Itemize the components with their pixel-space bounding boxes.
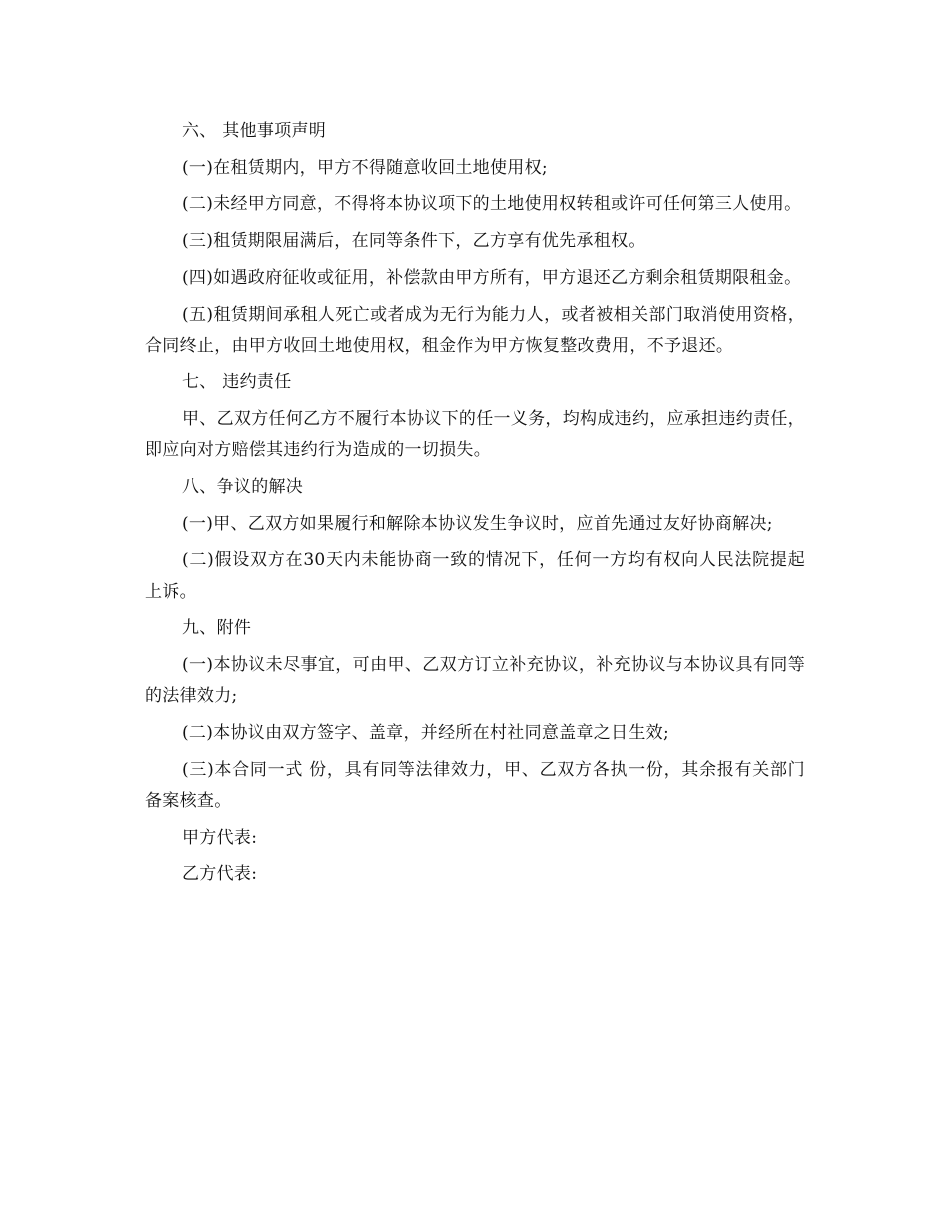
clause-item: (二)假设双方在30天内未能协商一致的情况下，任何一方均有权向人民法院提起上诉。 bbox=[145, 550, 805, 602]
section-heading: 八、争议的解决 bbox=[182, 477, 304, 498]
section-heading: 九、附件 bbox=[182, 618, 252, 639]
section-heading: 七、 违约责任 bbox=[182, 372, 292, 393]
clause-item: (四)如遇政府征收或征用，补偿款由甲方所有，甲方退还乙方剩余租赁期限租金。 bbox=[182, 267, 802, 288]
clause-item: (三)租赁期限届满后，在同等条件下，乙方享有优先承租权。 bbox=[182, 231, 646, 252]
clause-item: (五)租赁期间承租人死亡或者成为无行为能力人，或者被相关部门取消使用资格，合同终止，由甲方收回土地使用权，租金作为甲方恢复整改费用，不予退还。 bbox=[145, 304, 805, 356]
clause-item: (一)在租赁期内，甲方不得随意收回土地使用权; bbox=[182, 157, 548, 178]
party-b-representative-line: 乙方代表: bbox=[182, 864, 258, 885]
party-a-representative-line: 甲方代表: bbox=[182, 827, 258, 848]
document-body bbox=[145, 116, 805, 896]
clause-body: 甲、乙双方任何乙方不履行本协议下的任一义务，均构成违约，应承担违约责任，即应向对方赔偿其违约行为造成的一切损失。 bbox=[145, 409, 805, 461]
clause-item: (一)本协议未尽事宜，可由甲、乙双方订立补充协议，补充协议与本协议具有同等的法律效力; bbox=[145, 655, 805, 707]
clause-item: (二)本协议由双方签字、盖章，并经所在村社同意盖章之日生效; bbox=[182, 722, 669, 743]
clause-item: (二)未经甲方同意，不得将本协议项下的土地使用权转租或许可任何第三人使用。 bbox=[182, 194, 802, 215]
clause-item: (一)甲、乙双方如果履行和解除本协议发生争议时，应首先通过友好协商解决; bbox=[182, 513, 773, 534]
clause-item: (三)本合同一式 份，具有同等法律效力，甲、乙双方各执一份，其余报有关部门备案核查。 bbox=[145, 759, 805, 811]
section-heading: 六、 其他事项声明 bbox=[182, 121, 327, 141]
